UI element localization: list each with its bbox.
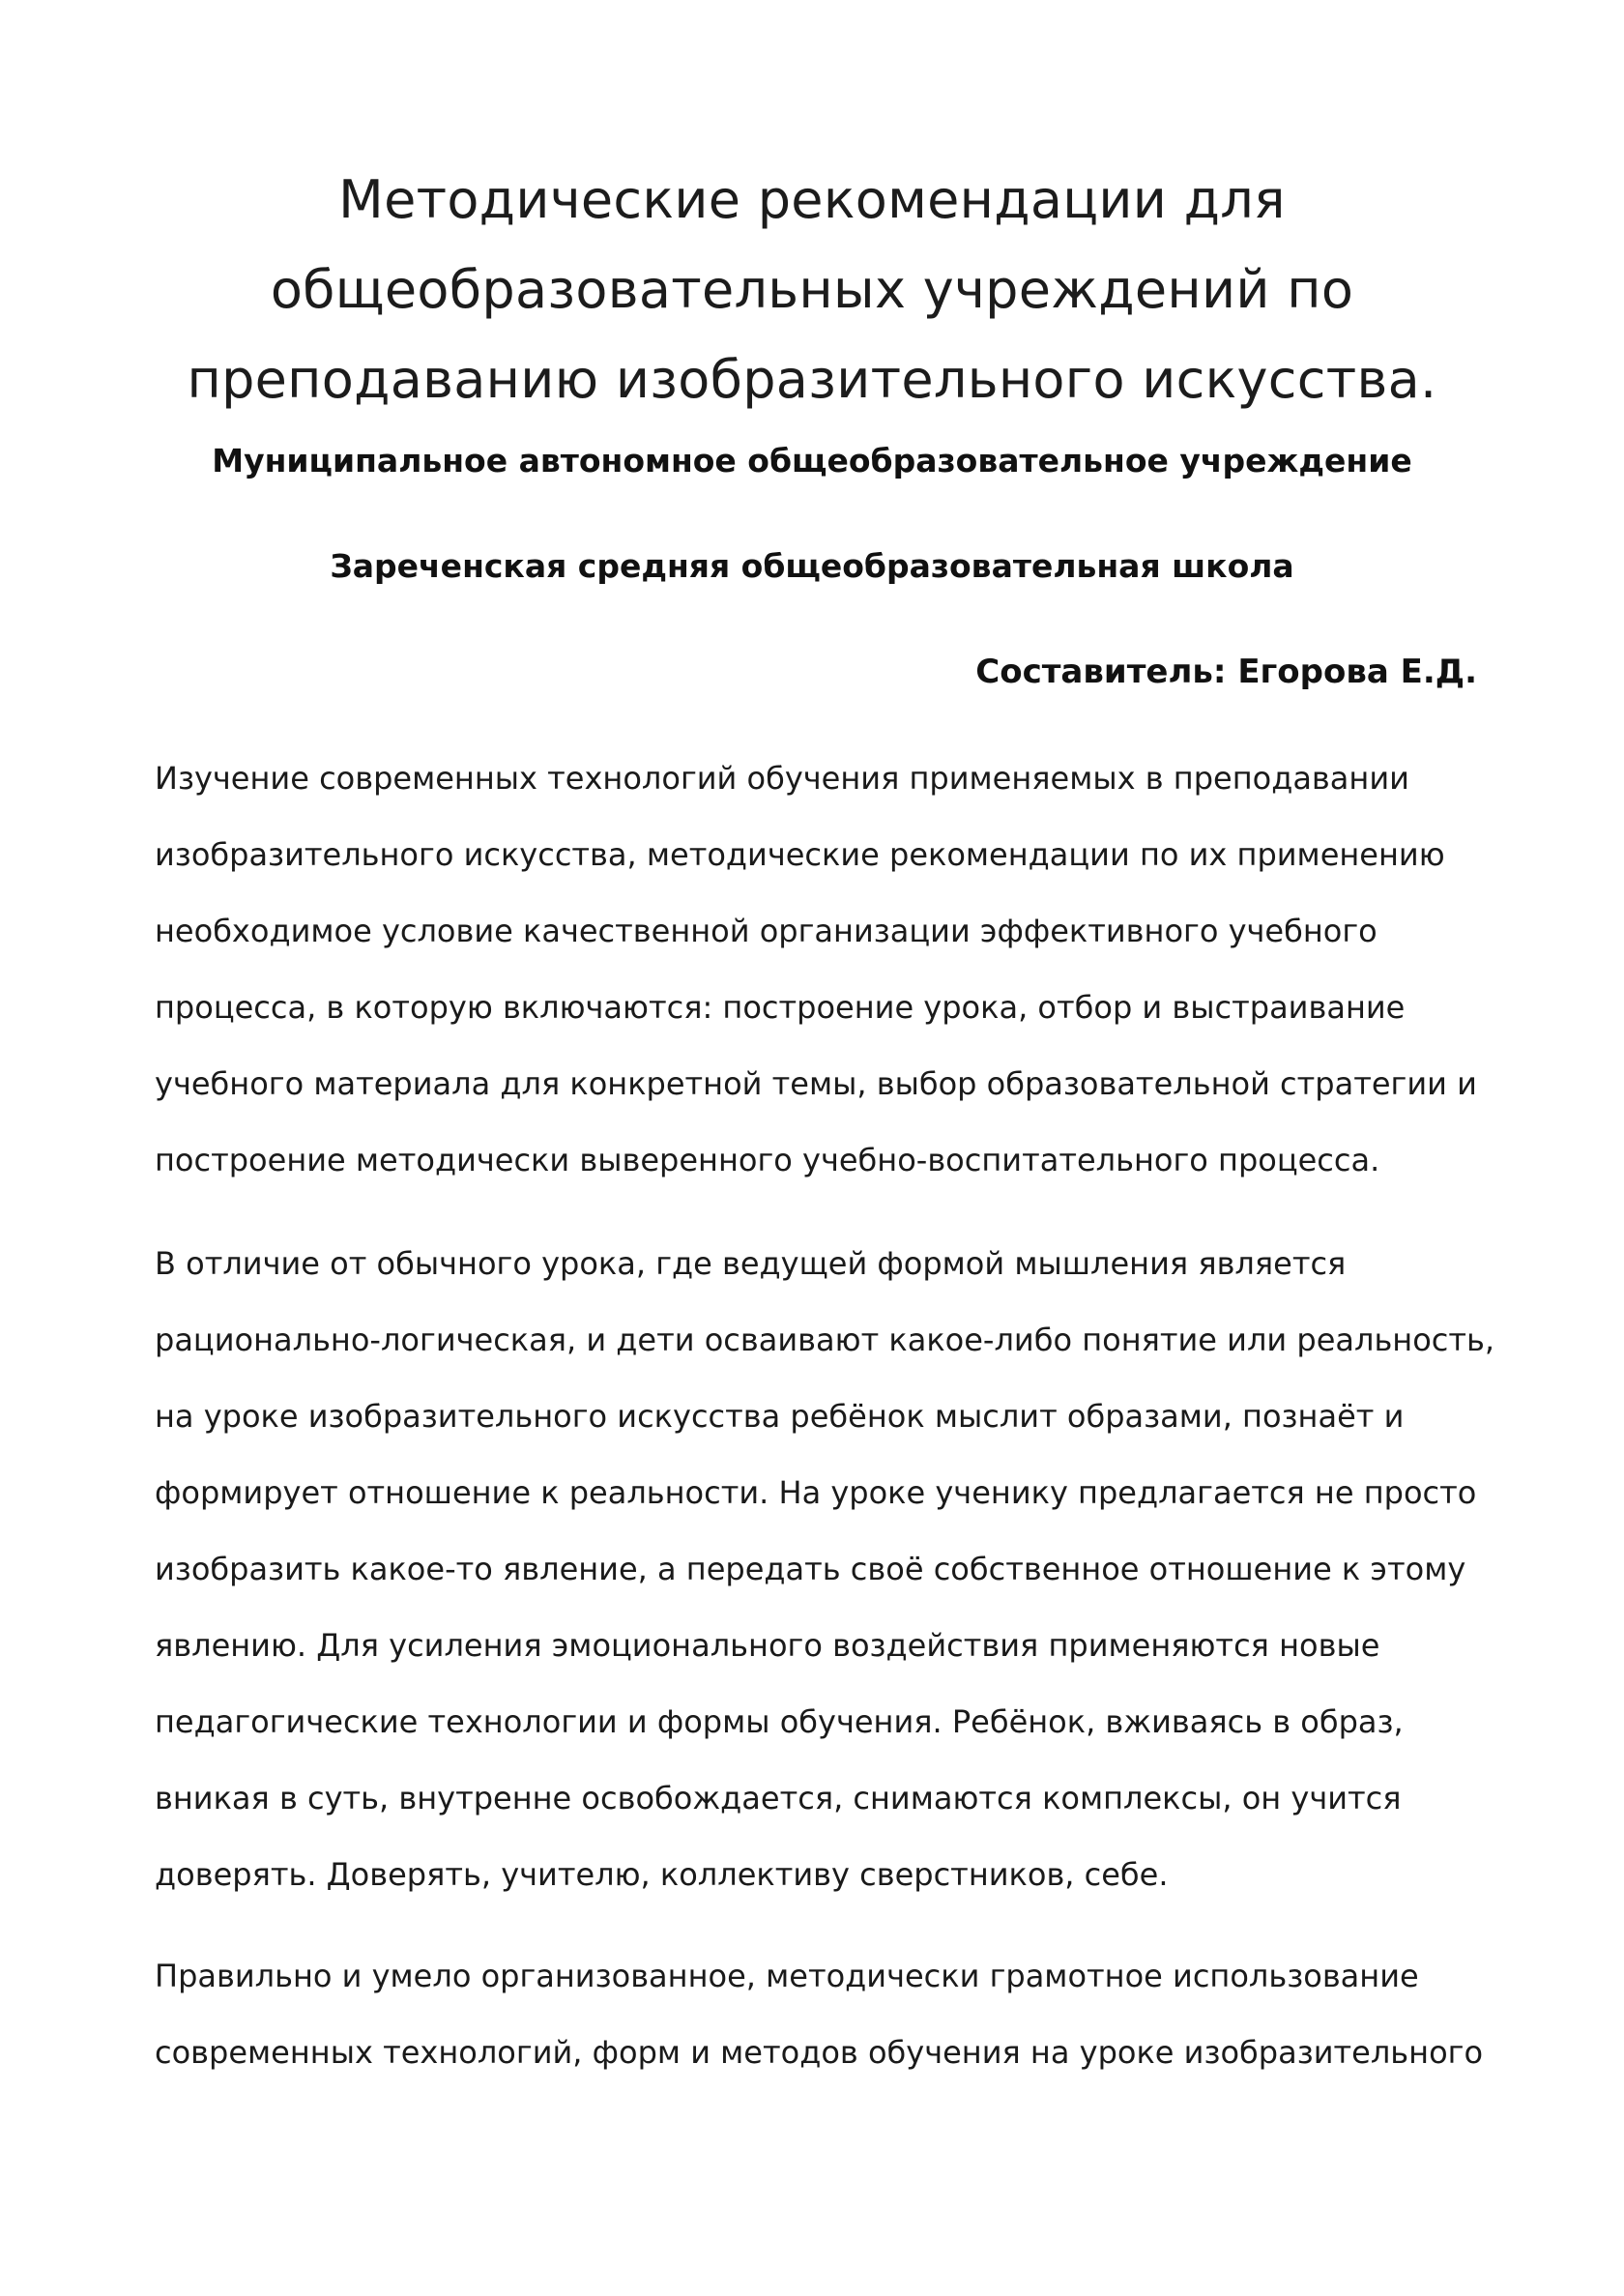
text-line: процесса, в которую включаются: построение урока, отбор и выстраивание [155,989,1406,1026]
text-line: построение методически выверенного учебно-воспитательного процесса. [155,1142,1380,1178]
body-paragraph-3 [155,1938,1527,2091]
document-title [135,155,1489,424]
title-line: общеобразовательных учреждений по [270,259,1354,320]
text-line: В отличие от обычного урока, где ведущей формой мышления является [155,1245,1347,1282]
title-line: преподаванию изобразительного искусства. [187,349,1437,410]
text-line: на уроке изобразительного искусства ребёнок мыслит образами, познаёт и [155,1398,1405,1435]
text-line: доверять. Доверять, учителю, коллективу сверстников, себе. [155,1856,1169,1893]
text-line: Изучение современных технологий обучения применяемых в преподавании [155,760,1409,797]
text-line: необходимое условие качественной организации эффективного учебного [155,913,1378,949]
body-paragraph-2 [155,1226,1527,1913]
text-line: учебного материала для конкретной темы, выбор образовательной стратегии и [155,1065,1477,1102]
text-line: современных технологий, форм и методов обучения на уроке изобразительного [155,2034,1484,2071]
text-line: явлению. Для усиления эмоционального воздействия применяются новые [155,1627,1380,1664]
text-line: педагогические технологии и формы обучения. Ребёнок, вживаясь в образ, [155,1703,1404,1740]
text-line: Правильно и умело организованное, методически грамотное использование [155,1958,1419,1994]
institution-name: Муниципальное автономное общеобразовательное учреждение [212,442,1412,480]
text-line: изобразить какое-то явление, а передать своё собственное отношение к этому [155,1551,1466,1587]
title-line: Методические рекомендации для [338,169,1286,230]
text-line: рационально-логическая, и дети осваивают какое-либо понятие или реальность, [155,1322,1495,1358]
text-line: вникая в суть, внутренне освобождается, снимаются комплексы, он учится [155,1780,1402,1816]
text-line: изобразительного искусства, методические рекомендации по их применению [155,836,1445,873]
text-line: формирует отношение к реальности. На уроке ученику предлагается не просто [155,1474,1477,1511]
author-credit: Составитель: Егорова Е.Д. [975,653,1477,691]
body-paragraph-1 [155,741,1527,1199]
school-name: Зареченская средняя общеобразовательная школа [330,547,1294,585]
